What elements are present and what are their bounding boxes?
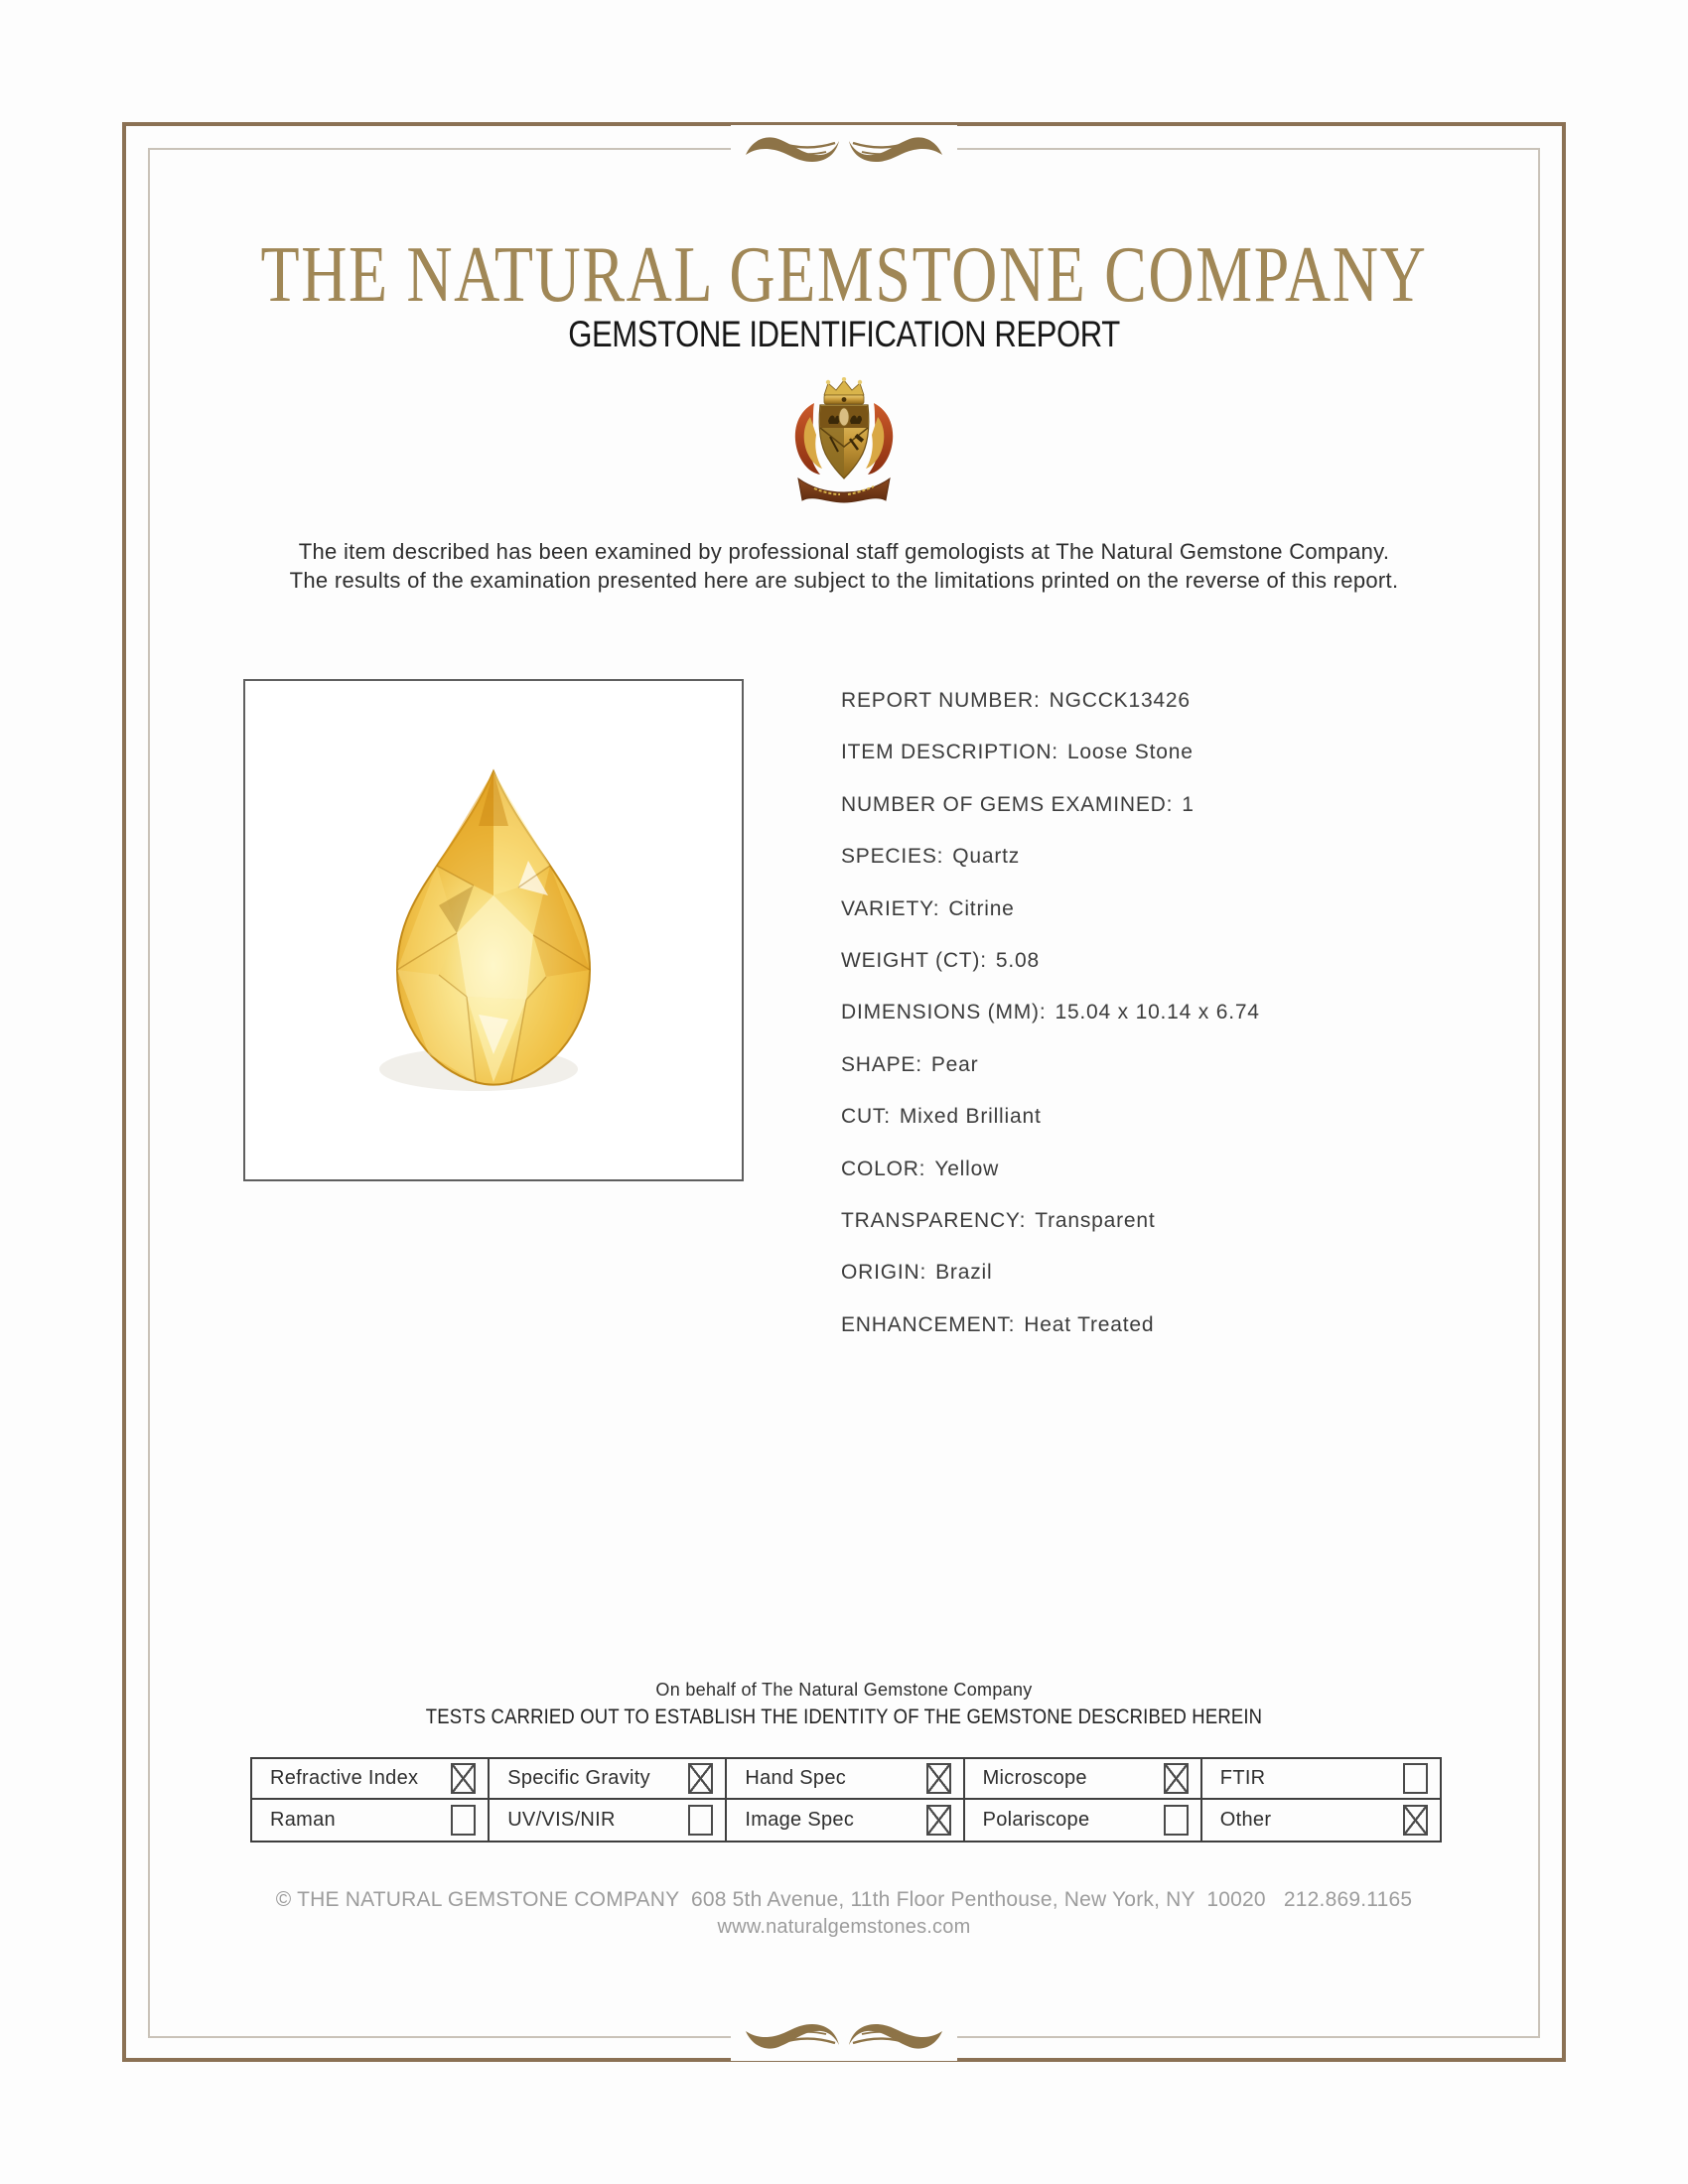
checkbox-ftir: [1403, 1763, 1428, 1794]
disclaimer-line-2: The results of the examination presented here are subject to the limitations printed on the reverse of this report.: [289, 567, 1399, 593]
test-other: Other: [1202, 1800, 1440, 1841]
report-fields: [841, 675, 1260, 1351]
disclaimer-line-1: The item described has been examined by professional staff gemologists at The Natural Gemstone Company.: [298, 539, 1390, 564]
on-behalf-text: On behalf of The Natural Gemstone Company: [655, 1680, 1033, 1700]
checkbox-microscope: [1164, 1763, 1189, 1794]
field-number-of-gems: NUMBER OF GEMS EXAMINED: 1: [841, 792, 1195, 816]
checkbox-polariscope: [1164, 1805, 1189, 1836]
company-title: THE NATURAL GEMSTONE COMPANY: [260, 231, 1428, 319]
checkbox-specific-gravity: [688, 1763, 713, 1794]
test-microscope: Microscope: [965, 1759, 1202, 1800]
checkbox-hand-spec: [926, 1763, 951, 1794]
footer-website: www.naturalgemstones.com: [717, 1916, 971, 1938]
disclaimer-text: [0, 538, 1688, 595]
checkbox-image-spec: [926, 1805, 951, 1836]
bottom-flourish-ornament-icon: [731, 2013, 957, 2061]
checkbox-uv-vis-nir: [688, 1805, 713, 1836]
checkbox-other: [1403, 1805, 1428, 1836]
pear-citrine-gem-image: [369, 751, 618, 1109]
test-ftir: FTIR: [1202, 1759, 1440, 1800]
field-shape: SHAPE: Pear: [841, 1052, 979, 1076]
tests-table: [250, 1757, 1442, 1843]
report-title: GEMSTONE IDENTIFICATION REPORT: [568, 314, 1120, 354]
test-uv-vis-nir: UV/VIS/NIR: [490, 1800, 727, 1841]
field-variety: VARIETY: Citrine: [841, 896, 1015, 920]
field-weight: WEIGHT (CT): 5.08: [841, 948, 1040, 972]
field-cut: CUT: Mixed Brilliant: [841, 1105, 1042, 1129]
field-item-description: ITEM DESCRIPTION: Loose Stone: [841, 741, 1194, 764]
footer-address: © THE NATURAL GEMSTONE COMPANY 608 5th Avenue, 11th Floor Penthouse, New York, NY 10020 212.869.1165: [275, 1888, 1413, 1911]
test-hand-spec: Hand Spec: [727, 1759, 964, 1800]
field-origin: ORIGIN: Brazil: [841, 1261, 993, 1285]
field-transparency: TRANSPARENCY: Transparent: [841, 1208, 1156, 1232]
test-refractive-index: Refractive Index: [252, 1759, 490, 1800]
test-image-spec: Image Spec: [727, 1800, 964, 1841]
checkbox-raman: [451, 1805, 476, 1836]
tests-heading: TESTS CARRIED OUT TO ESTABLISH THE IDENTITY OF THE GEMSTONE DESCRIBED HEREIN: [425, 1706, 1263, 1728]
field-enhancement: ENHANCEMENT: Heat Treated: [841, 1312, 1155, 1336]
checkbox-refractive-index: [451, 1763, 476, 1794]
test-polariscope: Polariscope: [965, 1800, 1202, 1841]
gemstone-photo-frame: [243, 679, 744, 1181]
field-color: COLOR: Yellow: [841, 1157, 1000, 1180]
top-flourish-ornament-icon: [731, 125, 957, 173]
field-species: SPECIES: Quartz: [841, 845, 1021, 869]
test-raman: Raman: [252, 1800, 490, 1841]
field-report-number: REPORT NUMBER: NGCCK13426: [841, 689, 1191, 712]
test-specific-gravity: Specific Gravity: [490, 1759, 727, 1800]
field-dimensions: DIMENSIONS (MM): 15.04 x 10.14 x 6.74: [841, 1001, 1260, 1024]
company-crest-icon: [784, 377, 904, 508]
